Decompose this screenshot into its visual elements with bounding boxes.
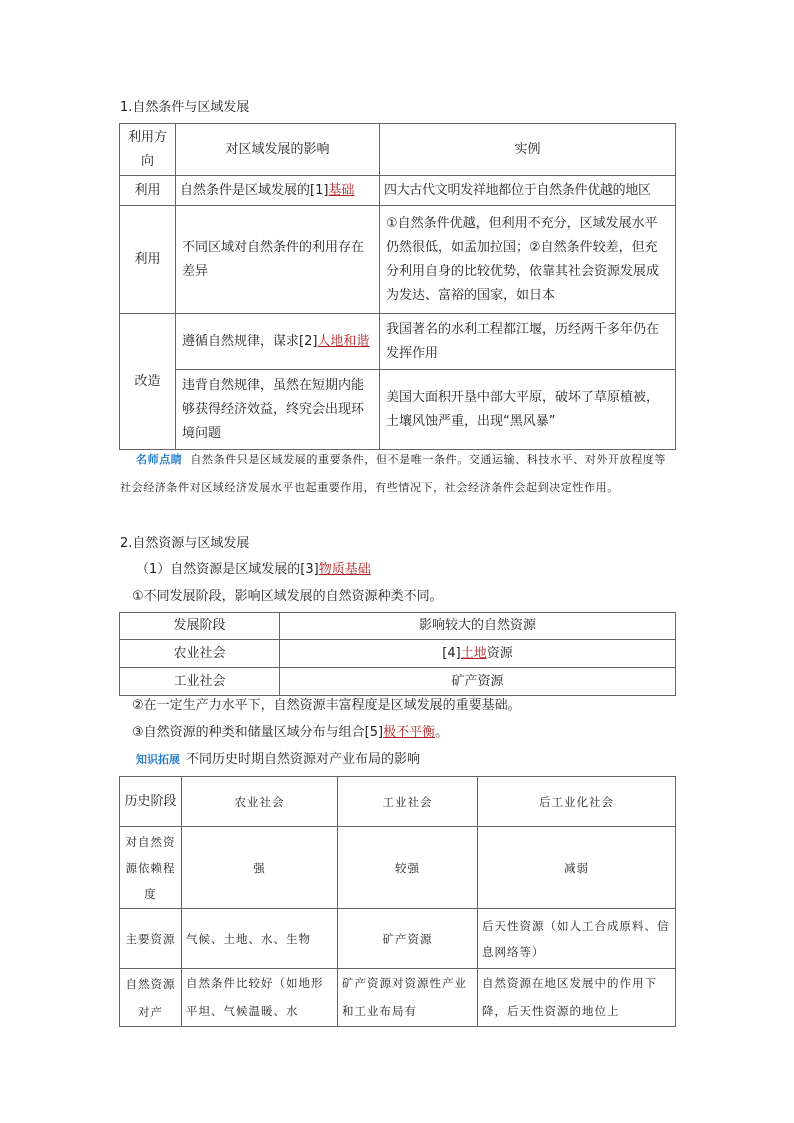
point3: ③自然资源的种类和储量区域分布与组合[5]极不平衡。: [132, 725, 449, 740]
r3-industry: 矿产资源对资源性产业和工业布局有: [338, 969, 478, 1027]
point1: ①不同发展阶段，影响区域发展的自然资源种类不同。: [132, 589, 443, 604]
r2-post: 后天性资源（如人工合成原料、信息网络等）: [478, 909, 676, 969]
answer-3: 物质基础: [318, 562, 371, 577]
answer-5: 极不平衡: [383, 725, 436, 740]
row1-example: 四大古代文明发祥地都位于自然条件优越的地区: [380, 176, 676, 206]
point2: ②在一定生产力水平下，自然资源丰富程度是区域发展的重要基础。: [132, 698, 521, 713]
h-postindustry: 后工业化社会: [478, 777, 676, 827]
resource-header: 影响较大的自然资源: [280, 613, 676, 640]
row1-effect: 自然条件是区域发展的[1]基础: [176, 176, 380, 206]
section2-heading: 2.自然资源与区域发展: [120, 536, 250, 551]
row2-effect: 不同区域对自然条件的利用存在差异: [176, 206, 380, 314]
row3-dir: 改造: [120, 314, 176, 450]
resource-industry: 矿产资源: [280, 668, 676, 696]
col-use-direction: 利用方向: [120, 124, 176, 176]
stage-header: 发展阶段: [120, 613, 280, 640]
tip-tag: 名师点睛: [136, 453, 183, 466]
answer-2: 人地和谐: [317, 333, 370, 349]
tip-note: 名师点睛 自然条件只是区域发展的重要条件，但不是唯一条件。交通运输、科技水平、对外开放程度等社会经济条件对区域经济发展水平也起重要作用，有些情况下，社会经济条件会起到决定性作用。: [120, 453, 667, 494]
r1-industry: 较强: [338, 827, 478, 909]
extension-line: 知识拓展 不同历史时期自然资源对产业布局的影响: [136, 752, 421, 767]
col-example: 实例: [380, 124, 676, 176]
item1: （1）自然资源是区域发展的[3]物质基础: [136, 562, 371, 577]
history-resource-table: [119, 776, 676, 1027]
r1-agri: 强: [182, 827, 338, 909]
resource-agri: [4]土地资源: [280, 640, 676, 668]
row1-dir: 利用: [120, 176, 176, 206]
section1-heading: 1.自然条件与区域发展: [120, 100, 250, 115]
r2-industry: 矿产资源: [338, 909, 478, 969]
stage-agri: 农业社会: [120, 640, 280, 668]
row2-example: ①自然条件优越，但利用不充分，区域发展水平仍然很低，如孟加拉国；②自然条件较差，但充分利用自身的比较优势，依靠其社会资源发展成为发达、富裕的国家，如日本: [380, 206, 676, 314]
r3-label: 自然资源对产: [120, 969, 182, 1027]
h-agri: 农业社会: [182, 777, 338, 827]
stage-industry: 工业社会: [120, 668, 280, 696]
r1-post: 减弱: [478, 827, 676, 909]
natural-conditions-table: [119, 123, 676, 450]
answer-1: 基础: [328, 182, 355, 198]
r2-agri: 气候、土地、水、生物: [182, 909, 338, 969]
row4-effect: 违背自然规律，虽然在短期内能够获得经济效益，终究会出现环境问题: [176, 370, 380, 450]
row3-example: 我国著名的水利工程都江堰，历经两千多年仍在发挥作用: [380, 314, 676, 370]
stage-resource-table: [119, 612, 676, 696]
col-effect: 对区域发展的影响: [176, 124, 380, 176]
r3-agri: 自然条件比较好（如地形平坦、气候温暖、水: [182, 969, 338, 1027]
row4-example: 美国大面积开垦中部大平原，破坏了草原植被，土壤风蚀严重，出现“黑风暴”: [380, 370, 676, 450]
answer-4: 土地: [460, 645, 487, 661]
row2-dir: 利用: [120, 206, 176, 314]
h-industry: 工业社会: [338, 777, 478, 827]
r1-label: 对自然资源依赖程度: [120, 827, 182, 909]
r2-label: 主要资源: [120, 909, 182, 969]
r3-post: 自然资源在地区发展中的作用下降，后天性资源的地位上: [478, 969, 676, 1027]
row3-effect: 遵循自然规律，谋求[2]人地和谐: [176, 314, 380, 370]
h-stage: 历史阶段: [120, 777, 182, 827]
extension-tag: 知识拓展: [136, 753, 180, 766]
